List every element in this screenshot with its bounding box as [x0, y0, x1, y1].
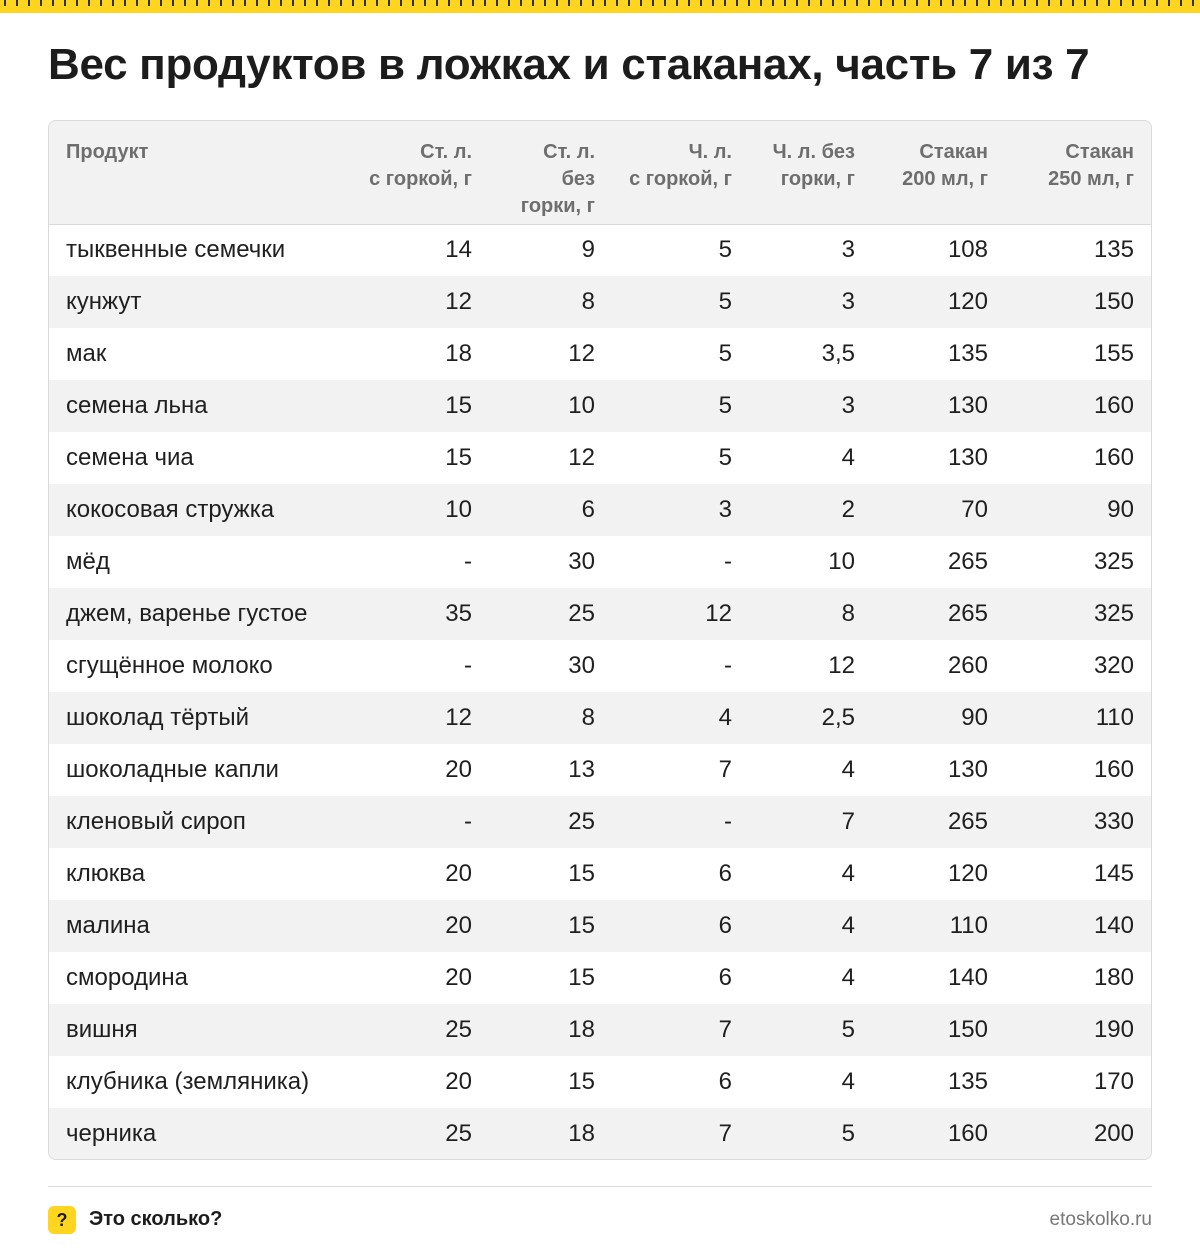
value-cell: 4 — [841, 444, 855, 471]
table-row — [49, 328, 1151, 380]
product-name-cell: мёд — [66, 548, 110, 575]
value-cell: - — [724, 548, 732, 575]
value-cell: 190 — [1093, 1016, 1134, 1043]
value-cell: 170 — [1093, 1068, 1134, 1095]
table-row — [49, 848, 1151, 900]
ruler-strip — [0, 0, 1200, 13]
value-cell: 120 — [947, 288, 988, 315]
value-cell: 6 — [718, 860, 732, 887]
value-cell: 15 — [568, 1068, 595, 1095]
value-cell: 320 — [1093, 652, 1134, 679]
value-cell: - — [464, 808, 472, 835]
value-cell: 30 — [568, 652, 595, 679]
value-cell: 108 — [947, 236, 988, 264]
value-cell: 20 — [445, 912, 472, 939]
site-link[interactable]: etoskolko.ru — [1049, 1209, 1152, 1230]
value-cell: 15 — [445, 392, 472, 419]
value-cell: 110 — [1095, 704, 1134, 731]
value-cell: 12 — [445, 288, 472, 315]
value-cell: 10 — [828, 548, 855, 575]
value-cell: 12 — [705, 600, 732, 627]
value-cell: 25 — [568, 808, 595, 835]
value-cell: 12 — [445, 704, 472, 731]
value-cell: 25 — [568, 600, 595, 627]
value-cell: 265 — [947, 808, 988, 835]
product-name-cell: клюква — [66, 860, 146, 887]
weights-table — [49, 121, 1151, 1160]
value-cell: 20 — [445, 860, 472, 887]
value-cell: - — [724, 652, 732, 679]
value-cell: 3,5 — [821, 340, 855, 367]
table-row — [49, 1108, 1151, 1160]
product-name-cell: тыквенные семечки — [66, 236, 286, 264]
product-name-cell: мак — [66, 340, 107, 367]
value-cell: 70 — [961, 496, 988, 523]
value-cell: 7 — [718, 1016, 732, 1043]
product-name-cell: семена льна — [66, 392, 208, 419]
column-header-5: Стакан 200 мл, г — [902, 141, 988, 190]
table-row — [49, 380, 1151, 432]
value-cell: 155 — [1093, 340, 1134, 367]
product-name-cell: смородина — [66, 964, 189, 991]
table-row — [49, 744, 1151, 796]
value-cell: 8 — [581, 704, 595, 731]
value-cell: 2 — [841, 496, 855, 523]
value-cell: 20 — [445, 964, 472, 991]
table-row — [49, 640, 1151, 692]
product-name-cell: малина — [66, 912, 150, 939]
value-cell: 3 — [841, 392, 855, 419]
value-cell: 200 — [1093, 1120, 1134, 1147]
table-row — [49, 900, 1151, 952]
column-header-3: Ч. л. с горкой, г — [629, 141, 732, 190]
product-name-cell: кунжут — [66, 288, 142, 315]
value-cell: 160 — [1093, 444, 1134, 471]
table-row — [49, 1004, 1151, 1056]
value-cell: 18 — [568, 1016, 595, 1043]
product-name-cell: сгущённое молоко — [66, 652, 273, 679]
value-cell: 7 — [718, 756, 732, 783]
table-row — [49, 588, 1151, 640]
value-cell: 15 — [568, 860, 595, 887]
value-cell: 4 — [841, 756, 855, 783]
value-cell: 5 — [718, 444, 732, 471]
value-cell: 12 — [828, 652, 855, 679]
product-name-cell: кленовый сироп — [66, 808, 246, 835]
product-name-cell: кокосовая стружка — [66, 496, 275, 523]
value-cell: 5 — [718, 288, 732, 315]
value-cell: 25 — [445, 1016, 472, 1043]
value-cell: 3 — [841, 236, 855, 264]
table-row — [49, 952, 1151, 1004]
value-cell: 5 — [841, 1120, 855, 1147]
table-row — [49, 276, 1151, 328]
footer-divider — [48, 1186, 1152, 1187]
value-cell: 135 — [1093, 236, 1134, 264]
value-cell: 30 — [568, 548, 595, 575]
value-cell: 130 — [947, 756, 988, 783]
value-cell: 6 — [718, 912, 732, 939]
table-row — [49, 484, 1151, 536]
value-cell: - — [464, 652, 472, 679]
value-cell: 7 — [841, 808, 855, 835]
value-cell: 8 — [841, 600, 855, 627]
column-header-1: Ст. л. с горкой, г — [369, 141, 472, 190]
value-cell: 9 — [581, 236, 595, 264]
value-cell: 150 — [1093, 288, 1134, 315]
value-cell: 13 — [568, 756, 595, 783]
value-cell: 135 — [947, 1068, 988, 1095]
column-header-0: Продукт — [66, 141, 149, 163]
value-cell: 140 — [947, 964, 988, 991]
value-cell: 90 — [961, 704, 988, 731]
column-header-6: Стакан 250 мл, г — [1048, 141, 1134, 190]
value-cell: 4 — [841, 964, 855, 991]
value-cell: 135 — [947, 340, 988, 367]
value-cell: 120 — [947, 860, 988, 887]
product-name-cell: клубника (земляника) — [66, 1068, 310, 1095]
column-header-4: Ч. л. без горки, г — [772, 141, 855, 190]
value-cell: 6 — [718, 1068, 732, 1095]
value-cell: 5 — [718, 392, 732, 419]
brand-name: Это сколько? — [89, 1208, 223, 1230]
table-row — [49, 1056, 1151, 1108]
value-cell: 4 — [841, 912, 855, 939]
value-cell: 150 — [947, 1016, 988, 1043]
product-name-cell: шоколадные капли — [66, 756, 279, 783]
product-name-cell: черника — [66, 1120, 157, 1147]
value-cell: 20 — [445, 756, 472, 783]
value-cell: 6 — [718, 964, 732, 991]
value-cell: 15 — [568, 912, 595, 939]
value-cell: 10 — [568, 392, 595, 419]
value-cell: 8 — [581, 288, 595, 315]
value-cell: 15 — [568, 964, 595, 991]
page-title: Вес продуктов в ложках и стаканах, часть 7 из 7 — [48, 40, 1090, 89]
table-row — [49, 536, 1151, 588]
value-cell: 265 — [947, 548, 988, 575]
value-cell: 10 — [445, 496, 472, 523]
table-row — [49, 692, 1151, 744]
value-cell: 4 — [718, 704, 732, 731]
value-cell: 145 — [1093, 860, 1134, 887]
value-cell: 3 — [841, 288, 855, 315]
value-cell: 265 — [947, 600, 988, 627]
value-cell: 4 — [841, 860, 855, 887]
value-cell: 90 — [1107, 496, 1134, 523]
value-cell: 5 — [841, 1016, 855, 1043]
question-badge-icon: ? — [48, 1206, 76, 1234]
table-row — [49, 432, 1151, 484]
value-cell: 330 — [1093, 808, 1134, 835]
value-cell: 12 — [568, 444, 595, 471]
value-cell: 180 — [1093, 964, 1134, 991]
value-cell: 325 — [1093, 548, 1134, 575]
product-name-cell: вишня — [66, 1016, 138, 1043]
value-cell: 14 — [445, 236, 472, 264]
table-header-row — [49, 121, 1151, 224]
value-cell: 160 — [1093, 392, 1134, 419]
value-cell: 130 — [947, 392, 988, 419]
value-cell: 5 — [718, 340, 732, 367]
table-body — [49, 224, 1151, 1160]
value-cell: 25 — [445, 1120, 472, 1147]
value-cell: 140 — [1093, 912, 1134, 939]
column-header-2: Ст. л. без горки, г — [520, 141, 595, 217]
value-cell: - — [724, 808, 732, 835]
value-cell: 325 — [1093, 600, 1134, 627]
value-cell: 20 — [445, 1068, 472, 1095]
value-cell: 18 — [568, 1120, 595, 1147]
value-cell: 160 — [947, 1120, 988, 1147]
value-cell: 6 — [581, 496, 595, 523]
value-cell: 15 — [445, 444, 472, 471]
value-cell: 18 — [445, 340, 472, 367]
value-cell: 5 — [718, 236, 732, 264]
product-name-cell: семена чиа — [66, 444, 194, 471]
value-cell: 130 — [947, 444, 988, 471]
weights-table-card — [48, 120, 1152, 1160]
value-cell: 4 — [841, 1068, 855, 1095]
product-name-cell: шоколад тёртый — [66, 704, 250, 731]
value-cell: 110 — [949, 912, 988, 939]
table-row — [49, 224, 1151, 276]
value-cell: 2,5 — [821, 704, 855, 731]
product-name-cell: джем, варенье густое — [66, 600, 308, 627]
table-row — [49, 796, 1151, 848]
value-cell: 260 — [947, 652, 988, 679]
value-cell: 12 — [568, 340, 595, 367]
value-cell: - — [464, 548, 472, 575]
value-cell: 7 — [718, 1120, 732, 1147]
value-cell: 3 — [718, 496, 732, 523]
value-cell: 160 — [1093, 756, 1134, 783]
value-cell: 35 — [445, 600, 472, 627]
